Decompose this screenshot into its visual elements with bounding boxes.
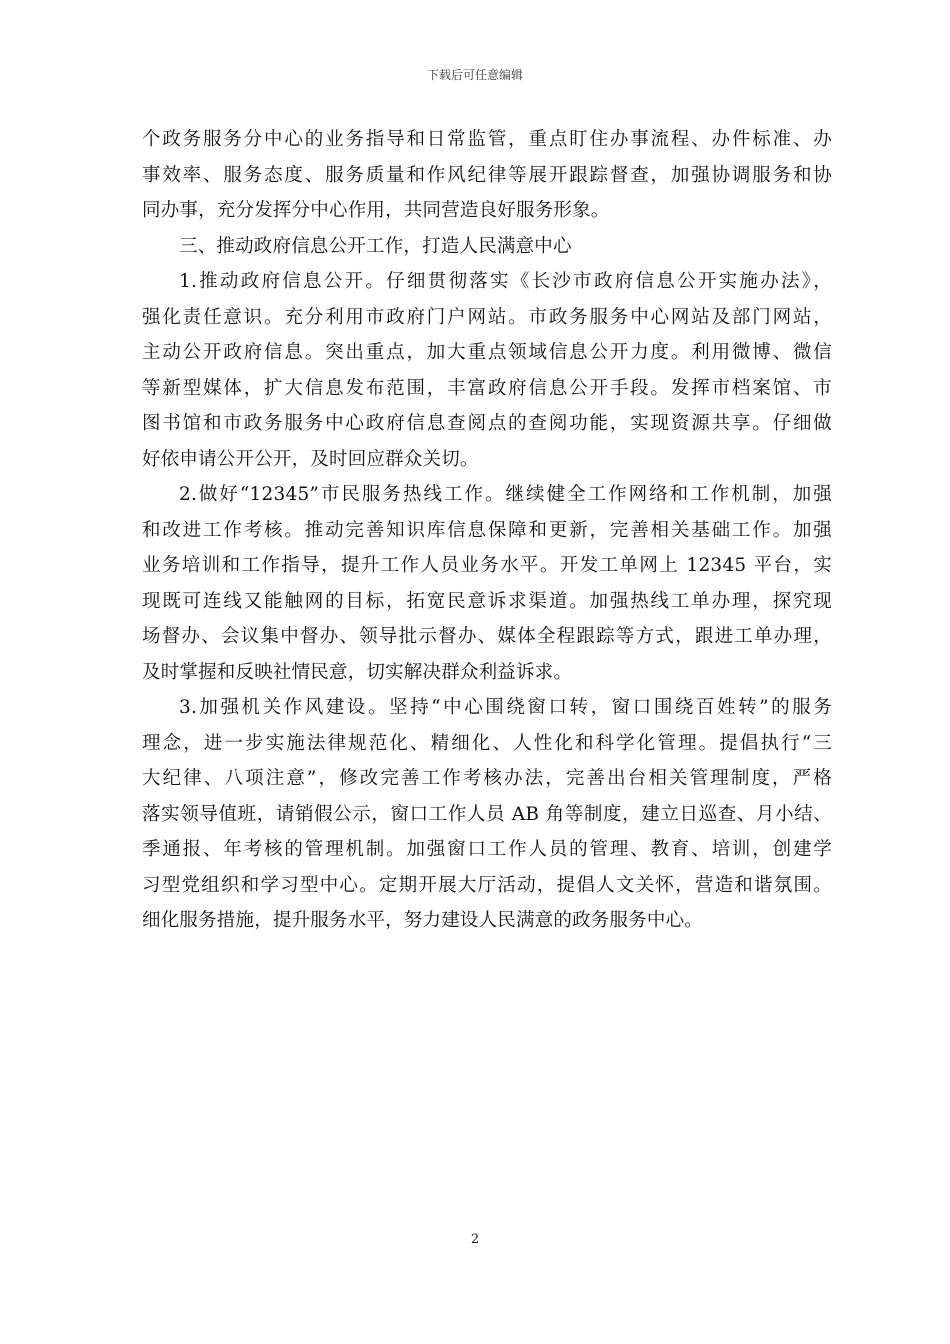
page-number: 2 [470, 1232, 480, 1247]
text-line: 个政务服务分中心的业务指导和日常监管，重点盯住办事流程、办件标准、办 [142, 129, 832, 150]
text-line: 三、推动政府信息公开工作，打造人民满意中心 [179, 235, 572, 257]
text-line: 业务培训和工作指导，提升工作人员业务水平。开发工单网上 12345 平台，实 [142, 555, 832, 576]
paragraph [142, 477, 832, 690]
text-line: 大纪律、八项注意”，修改完善工作考核办法，完善出台相关管理制度，严格 [142, 768, 832, 789]
text-line: 习型党组织和学习型中心。定期开展大厅活动，提倡人文关怀，营造和谐氛围。 [142, 874, 832, 896]
section-heading [142, 229, 832, 265]
text-line: 场督办、会议集中督办、领导批示督办、媒体全程跟踪等方式，跟进工单办理， [142, 626, 832, 647]
text-line: 及时掌握和反映社情民意，切实解决群众利益诉求。 [142, 661, 573, 683]
text-line: 现既可连线又能触网的目标，拓宽民意诉求渠道。加强热线工单办理，探究现 [142, 590, 832, 612]
text-line: 理念，进一步实施法律规范化、精细化、人性化和科学化管理。提倡执行“三 [142, 732, 832, 754]
text-line: 好依申请公开公开，及时回应群众关切。 [142, 448, 479, 470]
paragraph [142, 264, 832, 477]
paragraph [142, 122, 832, 229]
text-line: 1.推动政府信息公开。仔细贯彻落实《长沙市政府信息公开实施办法》， [179, 271, 832, 292]
text-line: 同办事，充分发挥分中心作用，共同营造良好服务形象。 [142, 200, 610, 221]
text-line: 细化服务措施，提升服务水平，努力建设人民满意的政务服务中心。 [142, 910, 704, 931]
document-body [142, 122, 832, 939]
text-line: 和改进工作考核。推动完善知识库信息保障和更新，完善相关基础工作。加强 [142, 519, 832, 541]
text-line: 2.做好“12345”市民服务热线工作。继续健全工作网络和工作机制，加强 [179, 484, 832, 505]
text-line: 主动公开政府信息。突出重点，加大重点领域信息公开力度。利用微博、微信 [142, 342, 832, 363]
text-line: 事效率、服务态度、服务质量和作风纪律等展开跟踪督查，加强协调服务和协 [142, 164, 832, 186]
page-header: 下载后可任意编辑 [426, 68, 523, 82]
text-line: 等新型媒体，扩大信息发布范围，丰富政府信息公开手段。发挥市档案馆、市 [142, 377, 832, 399]
text-line: 3.加强机关作风建设。坚持“中心围绕窗口转，窗口围绕百姓转”的服务 [179, 697, 832, 718]
text-line: 图书馆和市政务服务中心政府信息查阅点的查阅功能，实现资源共享。仔细做 [142, 413, 832, 434]
text-line: 强化责任意识。充分利用市政府门户网站。市政务服务中心网站及部门网站， [142, 306, 832, 328]
text-line: 季通报、年考核的管理机制。加强窗口工作人员的管理、教育、培训，创建学 [142, 839, 832, 860]
paragraph [142, 690, 832, 939]
text-line: 落实领导值班，请销假公示，窗口工作人员 AB 角等制度，建立日巡查、月小结、 [142, 803, 832, 825]
